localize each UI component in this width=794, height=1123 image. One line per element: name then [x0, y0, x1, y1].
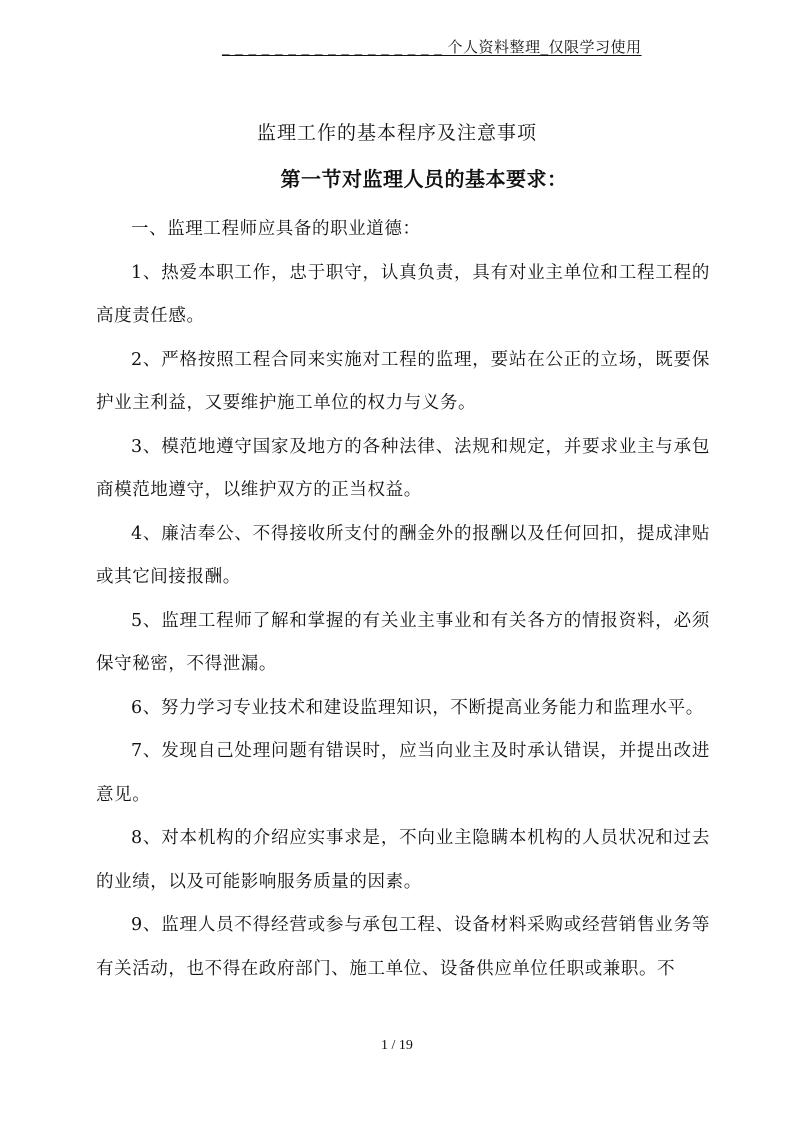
- paragraph-item-2: 2、严格按照工程合同来实施对工程的监理，要站在公正的立场，既要保护业主利益，又要维护施工单位的权力与义务。: [96, 349, 710, 413]
- page-number: 1 / 19: [381, 1038, 413, 1053]
- paragraph-item-9: 9、监理人员不得经营或参与承包工程、设备材料采购或经营销售业务等有关活动，也不得在政府部门、施工单位、设备供应单位任职或兼职。不: [96, 915, 710, 979]
- section-title: 第一节对监理人员的基本要求：: [280, 167, 568, 191]
- paragraph-item-3: 3、模范地遵守国家及地方的各种法律、法规和规定，并要求业主与承包商模范地遵守，以维护双方的正当权益。: [96, 436, 710, 500]
- paragraph-item-4: 4、廉洁奉公、不得接收所支付的酬金外的报酬以及任何回扣，提成津贴或其它间接报酬。: [96, 523, 710, 587]
- paragraph-item-7: 7、发现自己处理问题有错误时，应当向业主及时承认错误，并提出改进意见。: [96, 741, 710, 805]
- document-body: [96, 208, 710, 991]
- page-header: _ _ _ _ _ _ _ _ _ _ _ _ _ _ _ _ _ 个人资料整理_仅限学习使用: [222, 38, 642, 56]
- paragraph-item-1: 1、热爱本职工作，忠于职守，认真负责，具有对业主单位和工程工程的高度责任感。: [96, 262, 710, 326]
- paragraph-item-6: 6、努力学习专业技术和建设监理知识，不断提高业务能力和监理水平。: [131, 697, 704, 718]
- document-title: 监理工作的基本程序及注意事项: [256, 122, 537, 144]
- paragraph-item-8: 8、对本机构的介绍应实事求是，不向业主隐瞒本机构的人员状况和过去的业绩，以及可能影响服务质量的因素。: [96, 828, 710, 892]
- paragraph-heading: 一、监理工程师应具备的职业道德：: [131, 219, 421, 239]
- paragraph-item-5: 5、监理工程师了解和掌握的有关业主事业和有关各方的情报资料，必须保守秘密，不得泄漏。: [96, 610, 710, 674]
